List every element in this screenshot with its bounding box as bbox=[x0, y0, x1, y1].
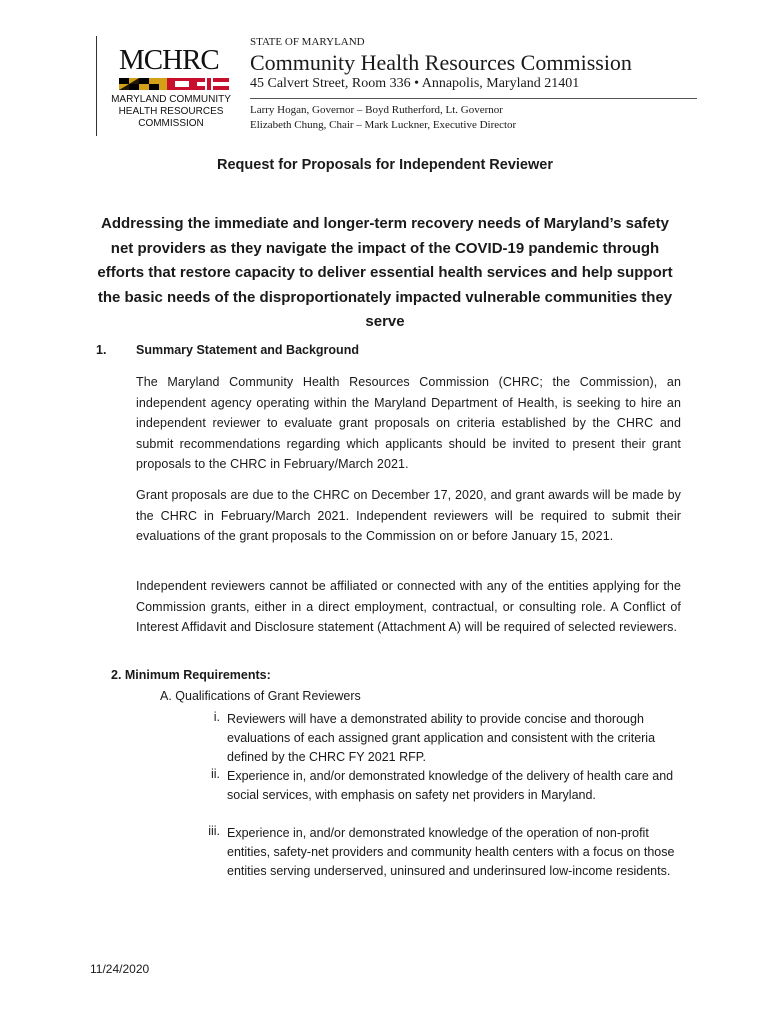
section-2-title: 2. Minimum Requirements: bbox=[111, 668, 271, 682]
letterhead-divider bbox=[250, 98, 697, 99]
list-item-text: Experience in, and/or demonstrated knowledge of the operation of non-profit entities, safety-net providers and community health centers with a focus on those entities serving underserved, uninsured and underinsured low-income residents. bbox=[227, 826, 675, 878]
state-label: STATE OF MARYLAND bbox=[250, 36, 365, 48]
logo-block bbox=[96, 36, 235, 136]
officials-line-1: Larry Hogan, Governor – Boyd Rutherford, Lt. Governor bbox=[250, 104, 503, 116]
list-item-text: Experience in, and/or demonstrated knowledge of the delivery of health care and social services, with emphasis on safety net providers in Maryland. bbox=[227, 769, 674, 802]
section-1-paragraph-1: The Maryland Community Health Resources Commission (CHRC; the Commission), an independent agency operating within the Maryland Department of Health, is seeking to hire an independent reviewer to evaluate grant proposals on criteria established by the CHRC and submit recommendations regarding which applicants should be invited to present their grant proposals to the CHRC in February/March 2021. bbox=[136, 375, 681, 471]
footer-date: 11/24/2020 bbox=[90, 962, 150, 976]
list-item-number: iii. bbox=[208, 824, 220, 838]
rfp-title: Request for Proposals for Independent Reviewer bbox=[217, 157, 553, 173]
officials-line-2: Elizabeth Chung, Chair – Mark Luckner, Executive Director bbox=[250, 119, 517, 131]
commission-address: 45 Calvert Street, Room 336 • Annapolis, Maryland 21401 bbox=[250, 76, 580, 91]
logo-org-name: MARYLAND COMMUNITY HEALTH RESOURCES COMMISSION bbox=[111, 94, 231, 129]
document-main-title: Addressing the immediate and longer-term recovery needs of Maryland’s safety net providers as they navigate the impact of the COVID-19 pandemic through efforts that restore capacity to deliver essential health services and help support the basic needs of the disproportionately impacted vulnerable communities they serve bbox=[97, 215, 673, 330]
logo-wordmark: MCHRC bbox=[119, 44, 219, 76]
commission-name: Community Health Resources Commission bbox=[250, 50, 632, 75]
section-1-number: 1. bbox=[96, 343, 107, 357]
maryland-flag-icon bbox=[119, 78, 229, 90]
officials bbox=[250, 103, 516, 133]
list-item-number: ii. bbox=[210, 767, 220, 781]
section-1-title: Summary Statement and Background bbox=[136, 343, 359, 357]
list-item-text: Reviewers will have a demonstrated ability to provide concise and thorough evaluations of each assigned grant application and consistent with the criteria defined by the CHRC FY 2021 RFP. bbox=[227, 712, 656, 764]
section-1-paragraph-3: Independent reviewers cannot be affiliated or connected with any of the entities applying for the Commission grants, either in a direct employment, contractual, or consulting role. A Conflict of Interest Affidavit and Disclosure statement (Attachment A) will be required of selected reviewers. bbox=[136, 579, 681, 634]
list-item-number: i. bbox=[213, 710, 220, 724]
section-1-paragraph-2: Grant proposals are due to the CHRC on December 17, 2020, and grant awards will be made by the CHRC in February/March 2021. Independent reviewers will be required to submit their evaluations of the grant proposals to the Commission on or before January 15, 2021. bbox=[136, 488, 681, 543]
subsection-a-title: A. Qualifications of Grant Reviewers bbox=[160, 689, 361, 703]
